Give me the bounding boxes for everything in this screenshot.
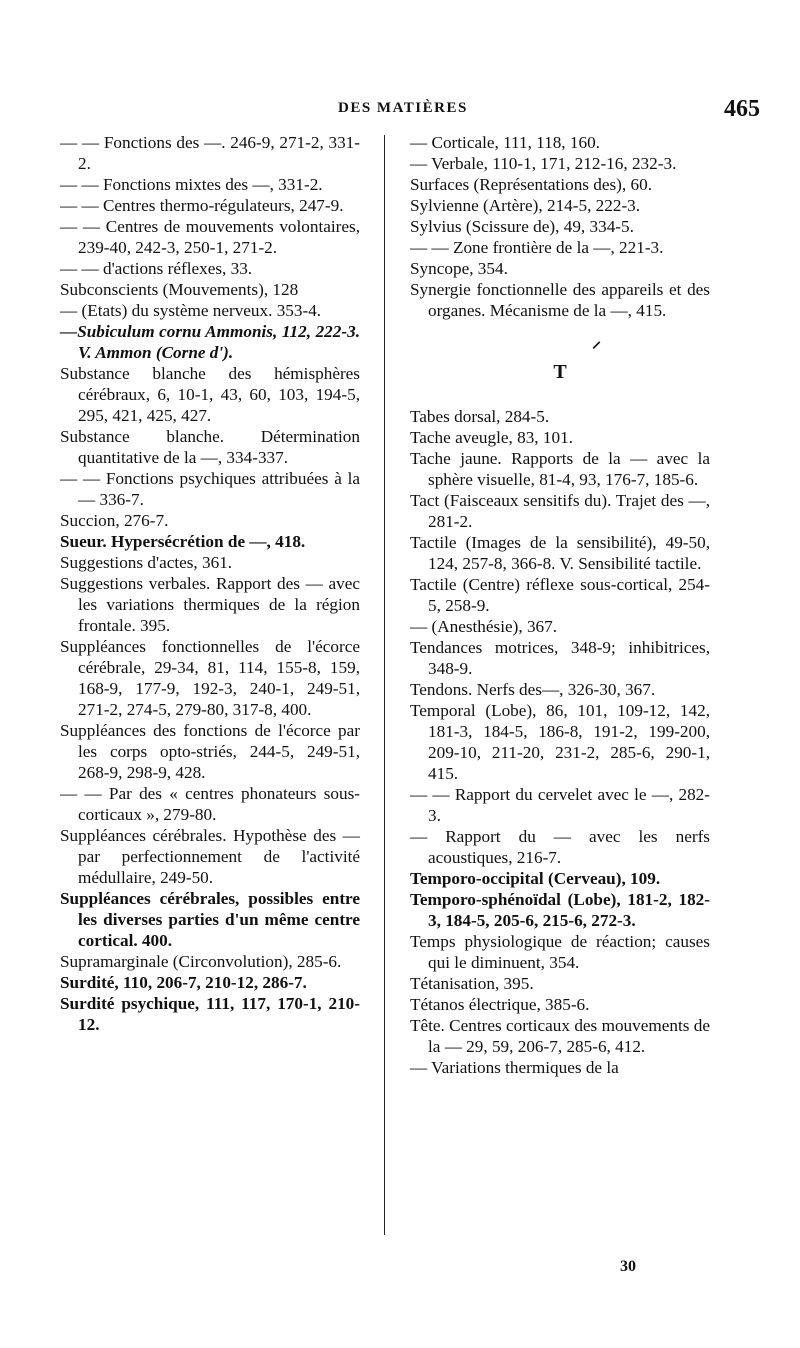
index-entry: Tactile (Images de la sensibilité), 49-50, 124, 257-8, 366-8. V. Sensibilité tactile.: [410, 533, 710, 573]
index-entry: Surdité psychique, 111, 117, 170-1, 210-12.: [60, 994, 360, 1034]
running-head-title: DES MATIÈRES: [338, 100, 468, 116]
index-entry: — — Rapport du cervelet avec le —, 282-3.: [410, 785, 710, 825]
index-entry: Sylvius (Scissure de), 49, 334-5.: [410, 217, 634, 236]
index-entry: Surfaces (Représentations des), 60.: [410, 175, 652, 194]
index-entry: Suppléances cérébrales, possibles entre les diverses parties d'un même centre cortical. 400.: [60, 889, 360, 950]
index-entry: Tendances motrices, 348-9; inhibitrices, 348-9.: [410, 638, 710, 678]
index-entry: Temporo-occipital (Cerveau), 109.: [410, 869, 661, 888]
index-entry: — (Anesthésie), 367.: [410, 617, 558, 636]
column-divider: [384, 135, 385, 1235]
index-entry: Tactile (Centre) réflexe sous-cortical, 254-5, 258-9.: [410, 575, 710, 615]
index-entry: — Verbale, 110-1, 171, 212-16, 232-3.: [410, 154, 677, 173]
index-entry: Tache jaune. Rapports de la — avec la sphère visuelle, 81-4, 93, 176-7, 185-6.: [410, 449, 710, 489]
page-number: 465: [724, 96, 760, 122]
index-entry: — — Fonctions mixtes des —, 331-2.: [60, 175, 323, 194]
index-entry: — — d'actions réflexes, 33.: [60, 259, 253, 278]
index-entry: — — Par des « centres phonateurs sous-corticaux », 279-80.: [60, 784, 360, 824]
index-entry: Tabes dorsal, 284-5.: [410, 407, 550, 426]
index-entry: Tact (Faisceaux sensitifs du). Trajet des —, 281-2.: [410, 491, 710, 531]
running-head: [60, 96, 760, 124]
index-entry: — Variations thermiques de la: [410, 1058, 619, 1077]
left-column: [60, 132, 360, 1035]
index-entry: — Corticale, 111, 118, 160.: [410, 133, 600, 152]
index-entry: — — Centres thermo-régulateurs, 247-9.: [60, 196, 344, 215]
index-entry: —Subiculum cornu Ammonis, 112, 222-3. V. Ammon (Corne d').: [60, 322, 360, 362]
index-entry: Substance blanche des hémisphères cérébraux, 6, 10-1, 43, 60, 103, 194-5, 295, 421, 425, 427.: [60, 364, 360, 425]
index-entry: — (Etats) du système nerveux. 353-4.: [60, 301, 322, 320]
ink-flourish-icon: ⸝: [592, 331, 601, 351]
index-entry: Suggestions verbales. Rapport des — avec les variations thermiques de la région frontale. 395.: [60, 574, 360, 635]
index-entry: Tétanisation, 395.: [410, 974, 534, 993]
section-letter: T: [553, 361, 567, 383]
index-entry: Tache aveugle, 83, 101.: [410, 428, 573, 447]
index-entry: Temporal (Lobe), 86, 101, 109-12, 142, 181-3, 184-5, 186-8, 191-2, 199-200, 209-10, 211-20, 231-2, 285-6, 290-1, 415.: [410, 701, 710, 783]
index-entry: Succion, 276-7.: [60, 511, 169, 530]
index-entry: Sueur. Hypersécrétion de —, 418.: [60, 532, 306, 551]
index-entry: Suppléances cérébrales. Hypothèse des — par perfectionnement de l'activité médullaire, 249-50.: [60, 826, 360, 887]
index-entry: Suppléances des fonctions de l'écorce par les corps opto-striés, 244-5, 249-51, 268-9, 298-9, 428.: [60, 721, 360, 782]
index-entry: Syncope, 354.: [410, 259, 508, 278]
index-entry: Synergie fonctionnelle des appareils et des organes. Mécanisme de la —, 415.: [410, 280, 710, 320]
right-column: [410, 132, 710, 1078]
index-entry: Suppléances fonctionnelles de l'écorce cérébrale, 29-34, 81, 114, 155-8, 159, 168-9, 177-9, 192-3, 240-1, 249-51, 271-2, 274-5, 279-80, 317-8, 400.: [60, 637, 360, 719]
index-entry: — — Zone frontière de la —, 221-3.: [410, 238, 664, 257]
index-entry: Surdité, 110, 206-7, 210-12, 286-7.: [60, 973, 307, 992]
index-entry: Tendons. Nerfs des—, 326-30, 367.: [410, 680, 656, 699]
index-entry: Substance blanche. Détermination quantitative de la —, 334-337.: [60, 427, 360, 467]
signature-mark: 30: [620, 1258, 636, 1275]
index-entry: Sylvienne (Artère), 214-5, 222-3.: [410, 196, 641, 215]
index-entry: Supramarginale (Circonvolution), 285-6.: [60, 952, 342, 971]
index-entry: — — Centres de mouvements volontaires, 239-40, 242-3, 250-1, 271-2.: [60, 217, 360, 257]
index-entry: Suggestions d'actes, 361.: [60, 553, 233, 572]
index-entry: Tétanos électrique, 385-6.: [410, 995, 590, 1014]
index-entry: Tête. Centres corticaux des mouvements de la — 29, 59, 206-7, 285-6, 412.: [410, 1016, 710, 1056]
index-entry: — — Fonctions psychiques attribuées à la — 336-7.: [60, 469, 360, 509]
index-entry: Subconscients (Mouvements), 128: [60, 280, 299, 299]
index-entry: Temps physiologique de réaction; causes qui le diminuent, 354.: [410, 932, 710, 972]
section-letter-heading: [410, 331, 710, 384]
index-entry: Temporo-sphénoïdal (Lobe), 181-2, 182-3, 184-5, 205-6, 215-6, 272-3.: [410, 890, 710, 930]
index-entry: — Rapport du — avec les nerfs acoustiques, 216-7.: [410, 827, 710, 867]
index-entry: — — Fonctions des —. 246-9, 271-2, 331-2.: [60, 133, 360, 173]
